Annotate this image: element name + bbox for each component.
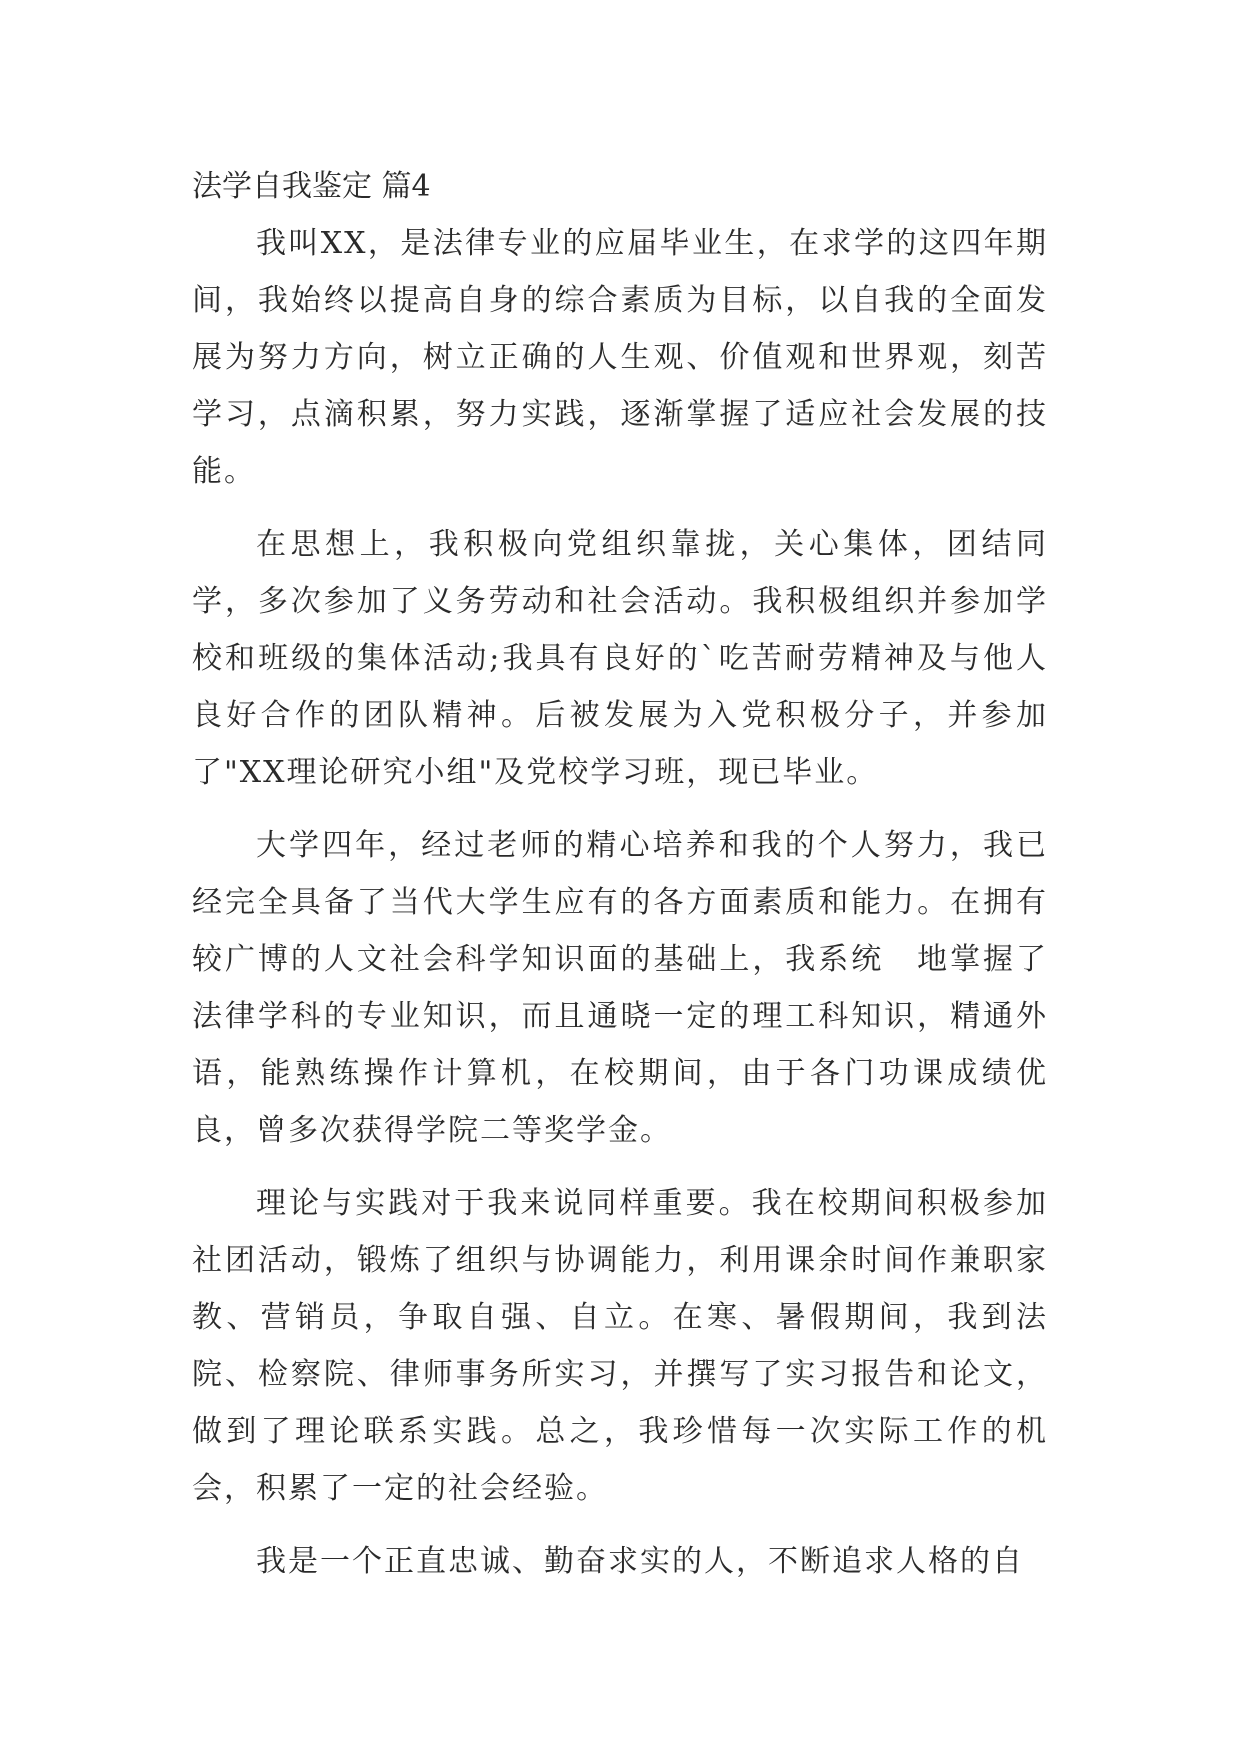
paragraph-ideology: 在思想上，我积极向党组织靠拢，关心集体，团结同学，多次参加了义务劳动和社会活动。我积极组织并参加学校和班级的集体活动;我具有良好的`吃苦耐劳精神及与他人良好合作的团队精神。后被发展为入党积极分子，并参加了"XX理论研究小组"及党校学习班，现已毕业。 — [192, 527, 1048, 790]
paragraph-character: 我是一个正直忠诚、勤奋求实的人，不断追求人格的自 — [256, 1544, 1024, 1579]
paragraph-introduction: 我叫XX，是法律专业的应届毕业生，在求学的这四年期间，我始终以提高自身的综合素质为目标，以自我的全面发展为努力方向，树立正确的人生观、价值观和世界观，刻苦学习，点滴积累，努力实践，逐渐掌握了适应社会发展的技能。 — [192, 226, 1048, 489]
paragraph-practice: 理论与实践对于我来说同样重要。我在校期间积极参加社团活动，锻炼了组织与协调能力，利用课余时间作兼职家教、营销员，争取自强、自立。在寒、暑假期间，我到法院、检察院、律师事务所实习，并撰写了实习报告和论文，做到了理论联系实践。总之，我珍惜每一次实际工作的机会，积累了一定的社会经验。 — [192, 1186, 1048, 1506]
document-title: 法学自我鉴定 篇4 — [192, 169, 431, 204]
paragraph-academics: 大学四年，经过老师的精心培养和我的个人努力，我已经完全具备了当代大学生应有的各方面素质和能力。在拥有较广博的人文社会科学知识面的基础上，我系统 地掌握了法律学科的专业知识，而且通晓一定的理工科知识，精通外语，能熟练操作计算机，在校期间，由于各门功课成绩优良，曾多次获得学院二等奖学金。 — [192, 828, 1048, 1148]
document-body — [192, 158, 1048, 1590]
